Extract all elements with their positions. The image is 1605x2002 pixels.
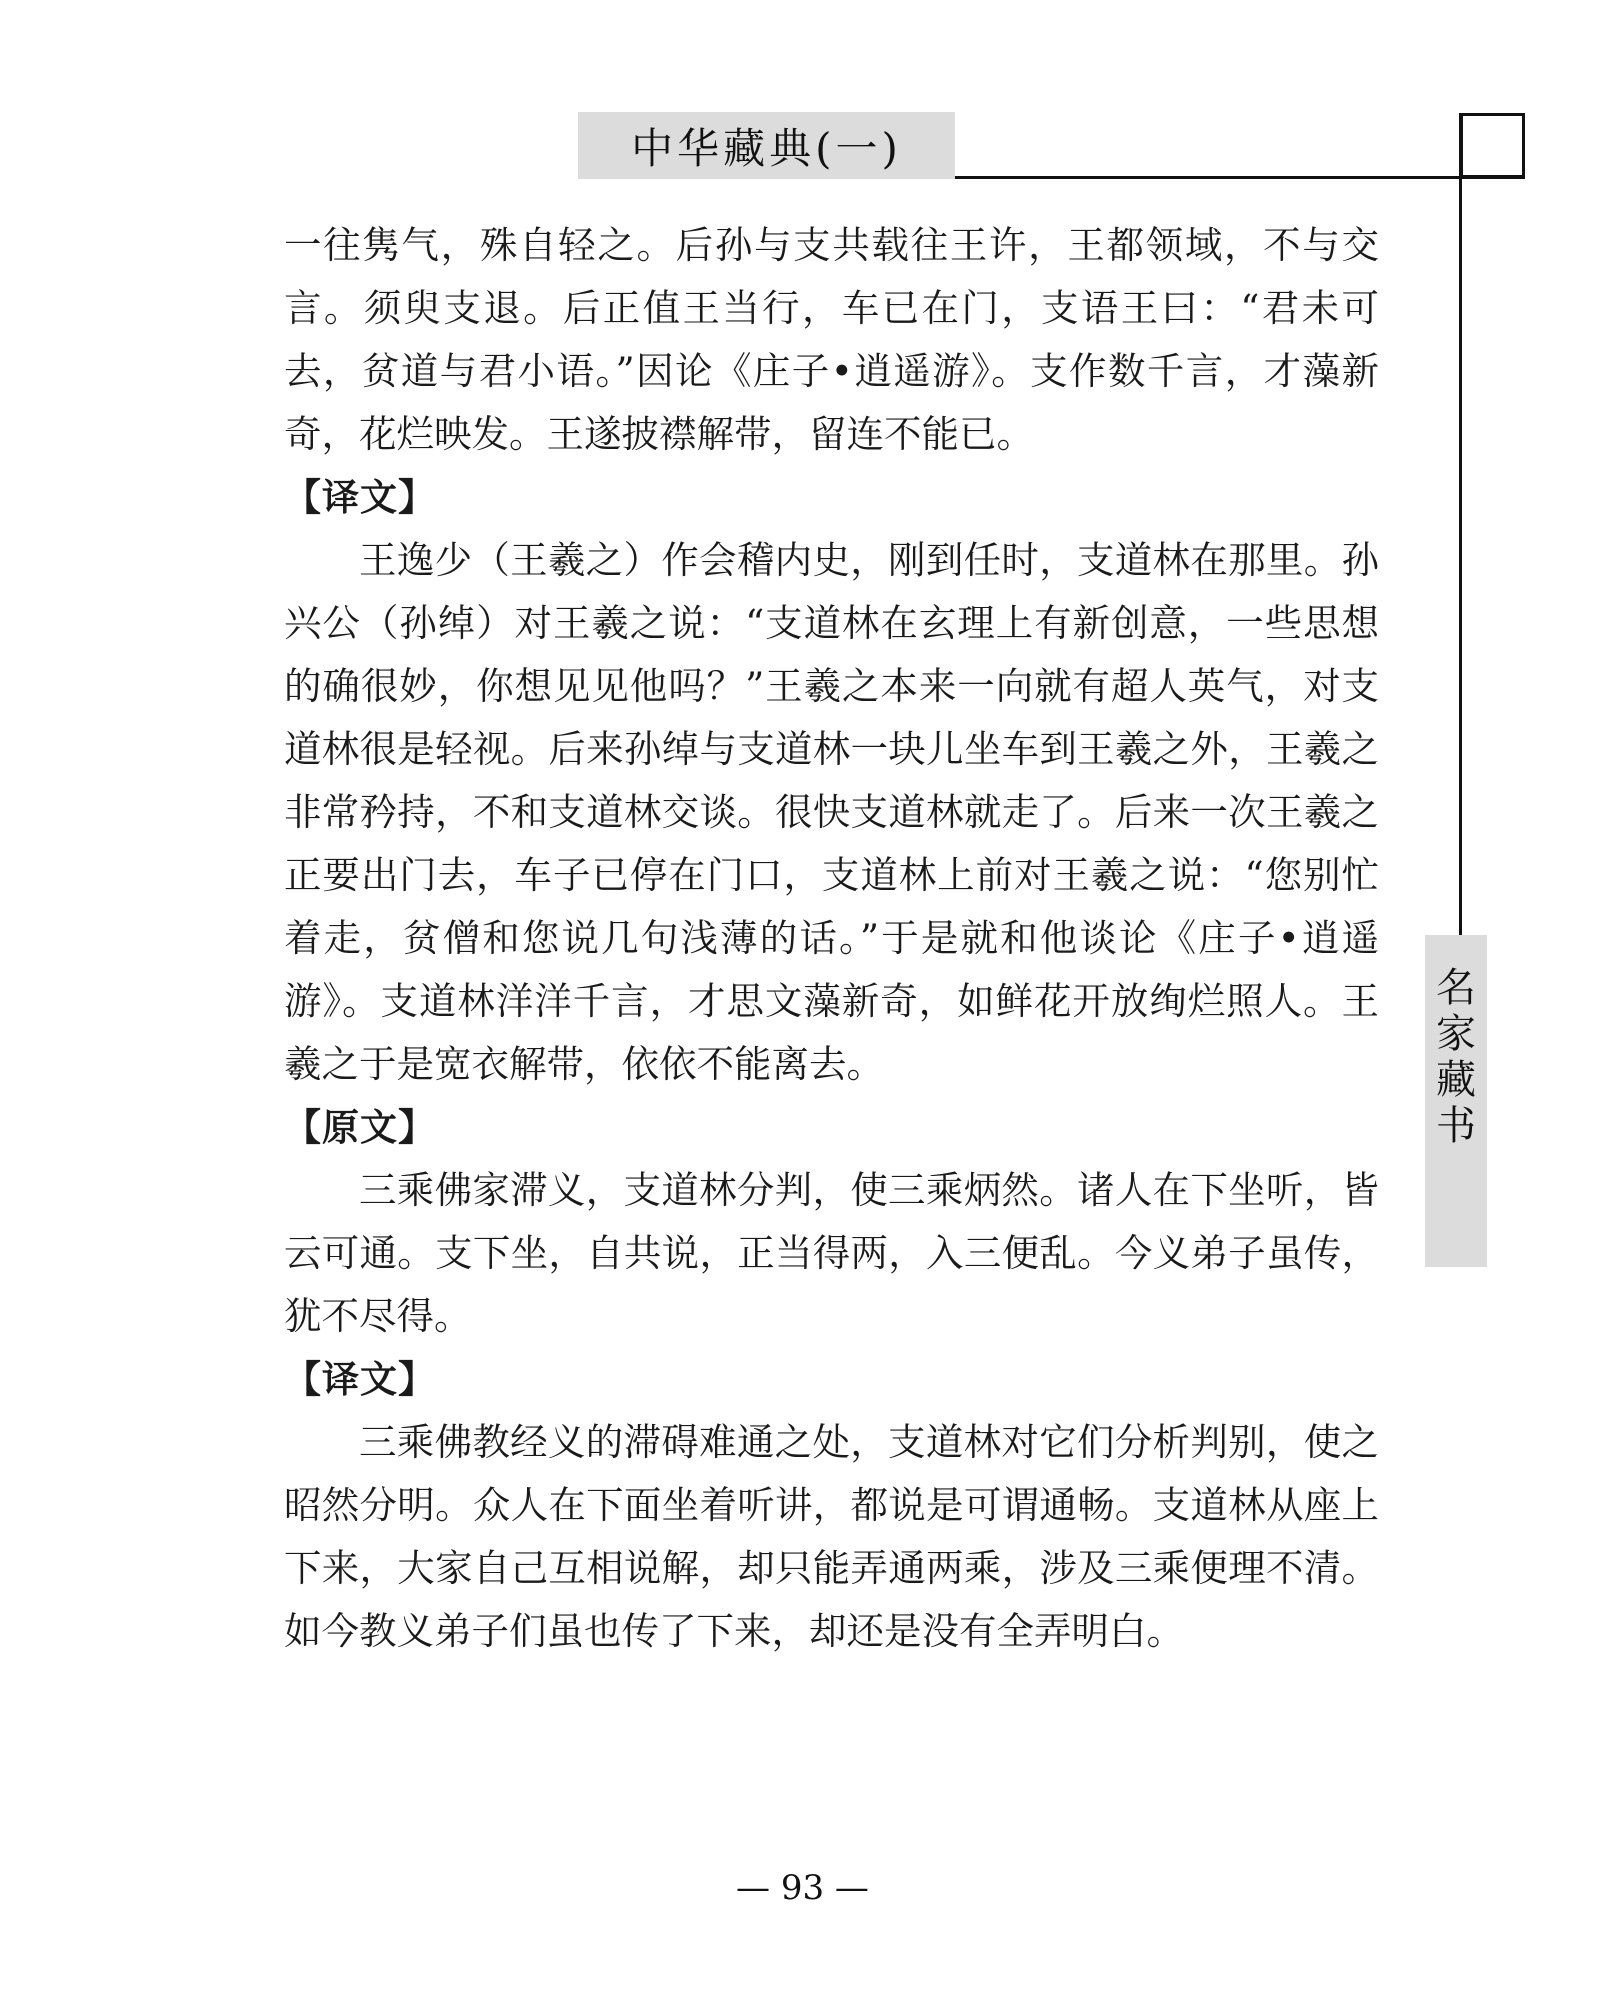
side-tab-char: 藏	[1436, 1057, 1476, 1103]
original-text-continuation: 一往隽气，殊自轻之。后孙与支共载往王许，王都领域，不与交言。须臾支退。后正值王当行，车已在门，支语王曰：“君未可去，贫道与君小语。”因论《庄子•逍遥游》。支作数千言，才藻新奇，花烂映发。王遂披襟解带，留连不能已。	[284, 223, 1379, 456]
side-tab-char: 书	[1436, 1103, 1476, 1149]
translation-paragraph: 王逸少（王羲之）作会稽内史，刚到任时，支道林在那里。孙兴公（孙绰）对王羲之说：“支道林在玄理上有新创意，一些思想的确很妙，你想见见他吗？”王羲之本来一向就有超人英气，对支道林很是轻视。后来孙绰与支道林一块儿坐车到王羲之外，王羲之非常矜持，不和支道林交谈。很快支道林就走了。后来一次王羲之正要出门去，车子已停在门口，支道林上前对王羲之说：“您别忙着走，贫僧和您说几句浅薄的话。”于是就和他谈论《庄子•逍遥游》。支道林洋洋千言，才思文藻新奇，如鲜花开放绚烂照人。王羲之于是宽衣解带，依依不能离去。	[284, 538, 1379, 1086]
side-rule	[1459, 113, 1462, 935]
running-header-title: 中华藏典(一)	[578, 112, 955, 179]
side-tab-char: 名	[1436, 965, 1476, 1011]
header-rule	[955, 176, 1525, 179]
section-label-original: 【原文】	[284, 1106, 436, 1149]
side-tab-section-label	[1425, 935, 1487, 1267]
section-label-translation: 【译文】	[284, 476, 436, 519]
side-tab-char: 家	[1436, 1011, 1476, 1057]
section-label-translation: 【译文】	[284, 1358, 436, 1401]
original-paragraph: 三乘佛家滞义，支道林分判，使三乘炳然。诸人在下坐听，皆云可通。支下坐，自共说，正当得两，入三便乱。今义弟子虽传，犹不尽得。	[284, 1168, 1379, 1338]
page-number: — 93 —	[736, 1868, 869, 1908]
corner-box-ornament	[1460, 113, 1525, 178]
translation-paragraph: 三乘佛教经义的滞碍难通之处，支道林对它们分析判别，使之昭然分明。众人在下面坐着听讲，都说是可谓通畅。支道林从座上下来，大家自己互相说解，却只能弄通两乘，涉及三乘便理不清。如今教义弟子们虽也传了下来，却还是没有全弄明白。	[284, 1420, 1379, 1653]
page-body	[284, 214, 1379, 1663]
